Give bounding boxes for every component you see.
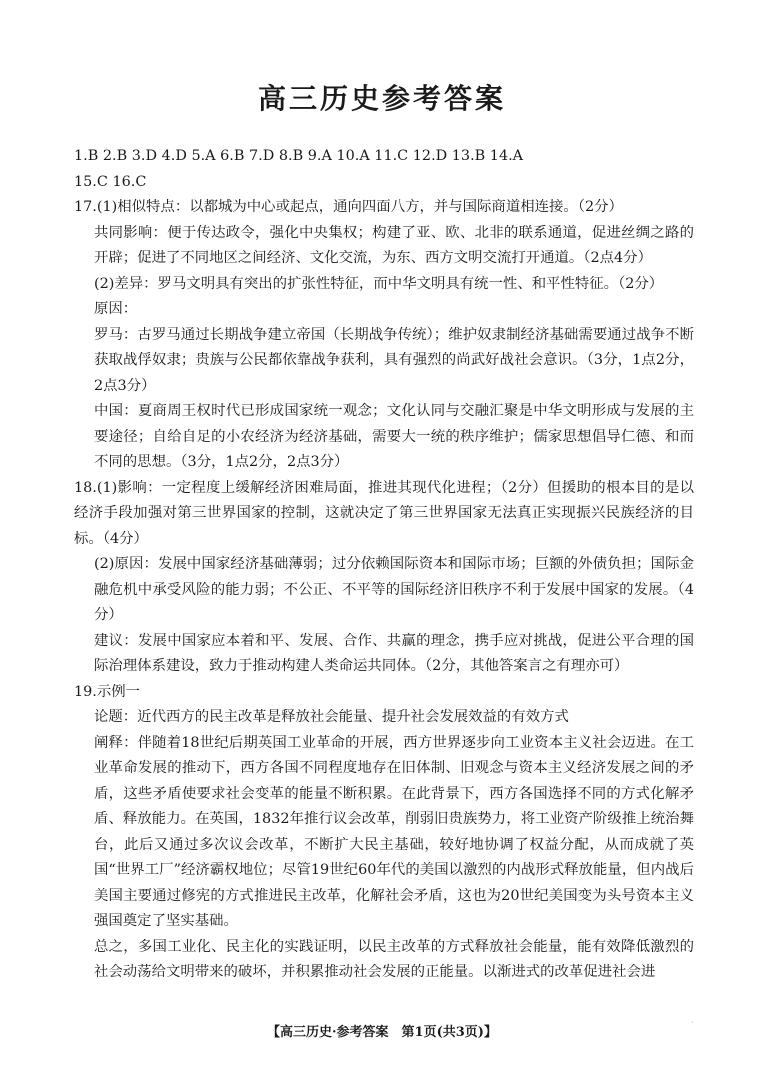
q17-part1: 17.(1)相似特点：以都城为中心或起点，通向四面八方，并与国际商道相连接。（2分）: [74, 199, 623, 215]
q19-example-heading: 19.示例一: [74, 683, 141, 700]
q18-number: 18.: [74, 479, 97, 496]
q17-china: 中国：夏商周王权时代已形成国家统一观念；文化认同与交融汇聚是中华文明形成与发展的主要途径；自给自足的小农经济为经济基础，需要大一统的秩序维护；儒家思想倡导仁德、和而不同的思想。（3分，1点2分，2点3分）: [94, 403, 694, 470]
q17-reason-heading: 原因：: [94, 301, 138, 317]
q17-part2: (2)差异：罗马文明具有突出的扩张性特征，而中华文明具有统一性、和平性特征。（2分）: [94, 275, 664, 292]
choice-answers-line-1: 1.B 2.B 3.D 4.D 5.A 6.B 7.D 8.B 9.A 10.A 11.C 12.D 13.B 14.A: [74, 148, 524, 164]
answer-content: [74, 144, 694, 986]
q19-conclusion: 总之，多国工业化、民主化的实践证明，以民主改革的方式释放社会能量，能有效降低激烈的社会动荡给文明带来的破坏，并积累推动社会发展的正能量。以渐进式的改革促进社会进: [94, 938, 694, 980]
q18-part2: (2)原因：发展中国家经济基础薄弱；过分依赖国际资本和国际市场；巨额的外债负担；国际金融危机中承受风险的能力弱；不公正、不平等的国际经济旧秩序不利于发展中国家的发展。（4分）: [94, 556, 694, 623]
q18-suggestion: 建议：发展中国家应本着和平、发展、合作、共赢的理念，携手应对挑战，促进公平合理的国际治理体系建设，致力于推动构建人类命运共同体。（2分，其他答案言之有理亦可）: [94, 632, 694, 674]
q19-thesis: 论题：近代西方的民主改革是释放社会能量、提升社会发展效益的有效方式: [94, 709, 569, 725]
q17-number: 17.: [74, 199, 97, 215]
q17-impact: 共同影响：便于传达政令，强化中央集权；构建了亚、欧、北非的联系通道，促进丝绸之路的开辟；促进了不同地区之间经济、文化交流，为东、西方文明交流打开通道。（2点4分）: [94, 224, 694, 266]
q17-rome: 罗马：古罗马通过长期战争建立帝国（长期战争传统）；维护奴隶制经济基础需要通过战争不断获取战俘奴隶；贵族与公民都依靠战争获利，具有强烈的尚武好战社会意识。（3分，1点2分，2点3分）: [94, 326, 694, 394]
q19-explanation: 阐释：伴随着18世纪后期英国工业革命的开展，西方世界逐步向工业资本主义社会迈进。在工业革命发展的推动下，西方各国不同程度地存在旧体制、旧观念与资本主义经济发展之间的矛盾，这些矛盾使要求社会变革的能量不断积累。在此背景下，西方各国选择不同的方式化解矛盾、释放能力。在英国，1832年推行议会改革，削弱旧贵族势力，将工业资产阶级推上统治舞台，此后又通过多次议会改革，不断扩大民主基础，较好地协调了权益分配，从而成就了英国“世界工厂”经济霸权地位；尽管19世纪60年代的美国以激烈的内战形式释放能量，但内战后美国主要通过修宪的方式推进民主改革，化解社会矛盾，这也为20世纪美国变为头号资本主义强国奠定了坚实基础。: [94, 734, 694, 929]
question-19: [74, 680, 694, 986]
q18-part1: 18.(1)影响：一定程度上缓解经济困难局面，推进其现代化进程；（2分）但援助的根本目的是以经济手段加强对第三世界国家的控制，这就决定了第三世界国家无法真正实现振兴民族经济的目标。（4分）: [74, 479, 694, 547]
choice-answers-line-2: 15.C 16.C: [74, 173, 147, 190]
question-17: [74, 195, 694, 476]
q19-number: 19.: [74, 683, 97, 700]
question-18: [74, 476, 694, 680]
page-footer: 【高三历史·参考答案 第1页(共3页)】: [267, 1025, 497, 1040]
corner-mark: ·: [690, 1018, 694, 1029]
page-title: 高三历史参考答案: [257, 82, 506, 115]
